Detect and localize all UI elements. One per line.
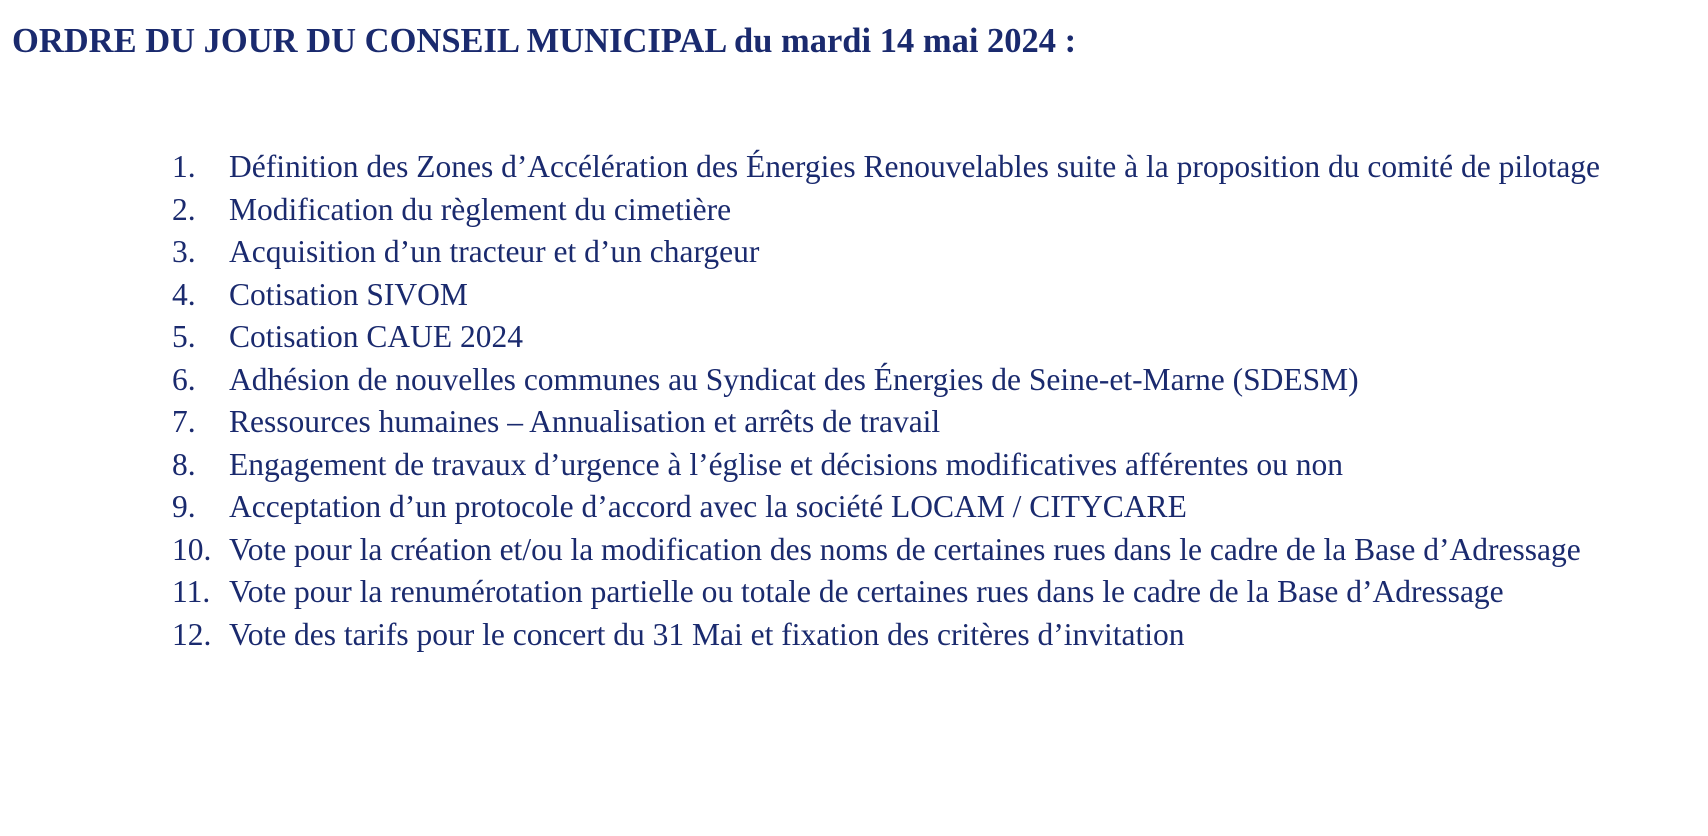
agenda-item-6 — [172, 359, 1638, 402]
agenda-list — [172, 146, 1638, 656]
agenda-item-text: Vote pour la création et/ou la modification des noms de certaines rues dans le cadre de la Base d’Adressage — [229, 531, 1581, 567]
agenda-item-text: Acceptation d’un protocole d’accord avec la société LOCAM / CITYCARE — [229, 489, 1187, 524]
page-title: ORDRE DU JOUR DU CONSEIL MUNICIPAL du mardi 14 mai 2024 : — [12, 22, 1077, 60]
agenda-item-4 — [172, 274, 1638, 317]
agenda-item-text: Cotisation SIVOM — [229, 276, 468, 312]
agenda-item-text: Engagement de travaux d’urgence à l’église et décisions modificatives afférentes ou non — [229, 446, 1344, 482]
agenda-item-text: Adhésion de nouvelles communes au Syndicat des Énergies de Seine-et-Marne (SDESM) — [229, 361, 1359, 397]
agenda-item-number: 3. — [172, 234, 196, 269]
agenda-item-text: Acquisition d’un tracteur et d’un chargeur — [229, 234, 760, 269]
agenda-item-number: 4. — [172, 276, 196, 312]
agenda-item-5 — [172, 316, 1638, 359]
agenda-item-number: 6. — [172, 361, 196, 397]
agenda-item-10 — [172, 529, 1638, 572]
agenda-item-number: 12. — [172, 616, 212, 652]
agenda-item-7 — [172, 401, 1638, 444]
agenda-item-1 — [172, 146, 1638, 189]
agenda-item-text: Vote des tarifs pour le concert du 31 Mai et fixation des critères d’invitation — [229, 616, 1185, 652]
agenda-item-number: 11. — [172, 574, 211, 609]
agenda-item-number: 2. — [172, 191, 196, 227]
agenda-item-text: Définition des Zones d’Accélération des Énergies Renouvelables suite à la proposition du comité de pilotage — [229, 149, 1601, 184]
agenda-item-number: 1. — [172, 149, 196, 184]
agenda-item-text: Vote pour la renumérotation partielle ou totale de certaines rues dans le cadre de la Base d’Adressage — [229, 574, 1504, 609]
agenda-item-text: Modification du règlement du cimetière — [229, 191, 732, 227]
agenda-item-number: 8. — [172, 446, 196, 482]
agenda-item-11 — [172, 571, 1638, 614]
agenda-item-number: 9. — [172, 489, 196, 524]
agenda-item-3 — [172, 231, 1638, 274]
agenda-item-12 — [172, 614, 1638, 657]
agenda-item-2 — [172, 189, 1638, 232]
agenda-item-text: Ressources humaines – Annualisation et arrêts de travail — [229, 404, 941, 439]
agenda-item-number: 10. — [172, 531, 212, 567]
agenda-item-9 — [172, 486, 1638, 529]
agenda-item-number: 7. — [172, 404, 196, 439]
agenda-item-8 — [172, 444, 1638, 487]
agenda-item-number: 5. — [172, 319, 196, 354]
agenda-item-text: Cotisation CAUE 2024 — [229, 319, 524, 354]
